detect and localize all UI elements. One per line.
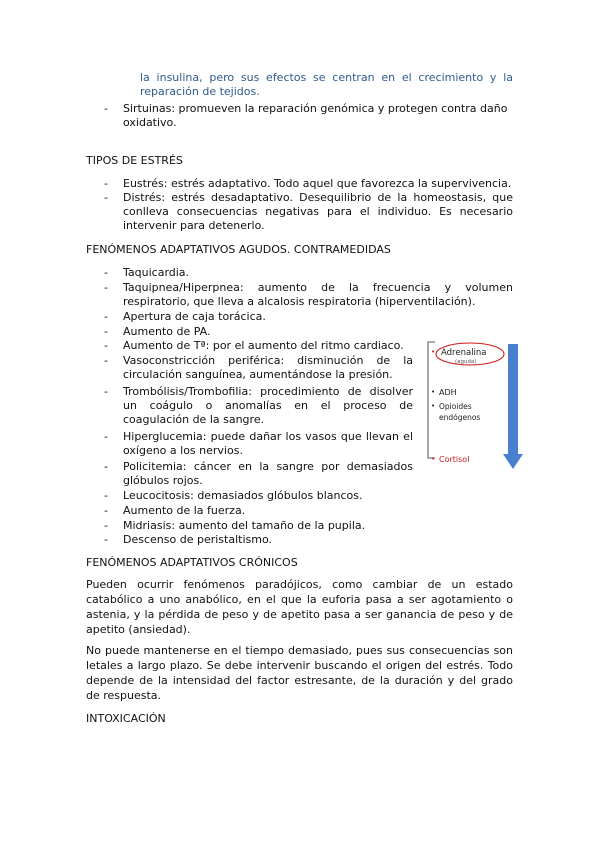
bullet-dash: -: [104, 504, 108, 517]
cortisol-label: Cortisol: [439, 455, 470, 464]
trombolisis-line-2: un coágulo o anomalías en el proceso de: [123, 399, 413, 412]
vasoconstriccion-line-2: circulación sanguínea, aumentándose la presión.: [123, 368, 393, 381]
bullet-dash: -: [104, 519, 108, 532]
eustres-item: Eustrés: estrés adaptativo. Todo aquel que favorezca la supervivencia.: [123, 177, 512, 190]
cronicos-p1-line-1: Pueden ocurrir fenómenos paradójicos, como cambiar de un estado: [86, 578, 513, 591]
hormone-diagram: [425, 338, 535, 473]
pa-item: Aumento de PA.: [123, 325, 211, 338]
bullet-dash: -: [104, 430, 108, 443]
insulina-line-1: la insulina, pero sus efectos se centran en el crecimiento y la: [140, 71, 513, 84]
insulina-line-2: reparación de tejidos.: [140, 85, 260, 98]
bullet-dash: -: [104, 325, 108, 338]
arrow-down-icon: [503, 454, 523, 469]
opioides-label-2: endógenos: [439, 413, 481, 422]
adh-label: ADH: [439, 388, 457, 397]
hiperglucemia-line-2: oxígeno a los nervios.: [123, 444, 243, 457]
midriasis-item: Midriasis: aumento del tamaño de la pupila.: [123, 519, 366, 532]
arrow-shaft: [508, 344, 518, 454]
sirtuinas-line-2: oxidativo.: [123, 116, 177, 129]
bullet-dash: -: [104, 460, 108, 473]
cronicos-p1-line-4: apetito (ansiedad).: [86, 623, 191, 636]
bullet-dash: -: [104, 191, 108, 204]
trombolisis-line-1: Trombólisis/Trombofilia: procedimiento de disolver: [123, 385, 413, 398]
cronicos-p1-line-2: catabólico a uno anabólico, en el que la euforia pasa a ser agotamiento o: [86, 593, 513, 606]
peristaltismo-item: Descenso de peristaltismo.: [123, 533, 272, 546]
bullet-dash: -: [104, 489, 108, 502]
bullet-dash: -: [104, 385, 108, 398]
sirtuinas-line-1: Sirtuinas: promueven la reparación genómica y protegen contra daño: [123, 102, 508, 115]
distres-line-3: intervenir para detenerlo.: [123, 219, 265, 232]
trombolisis-line-3: coagulación de la sangre.: [123, 413, 265, 426]
section-heading-cronicos: FENÓMENOS ADAPTATIVOS CRÓNICOS: [86, 556, 298, 569]
section-heading-agudos: FENÓMENOS ADAPTATIVOS AGUDOS. CONTRAMEDIDAS: [86, 243, 391, 256]
leucocitosis-item: Leucocitosis: demasiados glóbulos blancos.: [123, 489, 363, 502]
apertura-item: Apertura de caja torácica.: [123, 310, 266, 323]
cronicos-p2-line-4: de respuesta.: [86, 689, 162, 702]
distres-line-1: Distrés: estrés desadaptativo. Desequilibrio de la homeostasis, que: [123, 191, 513, 204]
bullet-dash: -: [104, 533, 108, 546]
bullet-dash: -: [104, 266, 108, 279]
diagram-bullet-red: •: [431, 455, 436, 463]
cronicos-p2-line-3: depende de la intensidad del factor estresante, de la duración y del grado: [86, 674, 513, 687]
diagram-bracket: [428, 342, 435, 458]
taquipnea-line-1: Taquipnea/Hiperpnea: aumento de la frecuencia y volumen: [123, 281, 513, 294]
temperatura-item: Aumento de Tª: por el aumento del ritmo cardiaco.: [123, 339, 404, 352]
taquipnea-line-2: respiratorio, que lleva a alcalosis respiratoria (hiperventilación).: [123, 295, 476, 308]
bullet-dash: -: [104, 310, 108, 323]
diagram-bullet-red: •: [431, 348, 436, 356]
bullet-dash: -: [104, 354, 108, 367]
cronicos-p1-line-3: astenia, y la pérdida de peso y de apetito pasa a ser ganancia de peso y de: [86, 608, 513, 621]
cronicos-p2-line-1: No puede mantenerse en el tiempo demasiado, pues sus consecuencias son: [86, 644, 513, 657]
adrenalina-label: Adrenalina: [441, 348, 487, 358]
cronicos-p2-line-2: letales a largo plazo. Se debe intervenir buscando el origen del estrés. Todo: [86, 659, 513, 672]
bullet-dash: -: [104, 102, 108, 115]
diagram-bullet: •: [431, 388, 436, 396]
section-heading-intoxicacion: INTOXICACIÓN: [86, 712, 166, 725]
opioides-label-1: Opioides: [439, 402, 472, 411]
policitemia-line-2: glóbulos rojos.: [123, 474, 203, 487]
adrenalina-sublabel: (aguda): [455, 359, 477, 365]
hiperglucemia-line-1: Hiperglucemia: puede dañar los vasos que llevan el: [123, 430, 413, 443]
bullet-dash: -: [104, 177, 108, 190]
section-heading-tipos: TIPOS DE ESTRÉS: [86, 154, 183, 167]
bullet-dash: -: [104, 281, 108, 294]
bullet-dash: -: [104, 339, 108, 352]
distres-line-2: conlleva consecuencias negativas para el individuo. Es necesario: [123, 205, 513, 218]
policitemia-line-1: Policitemia: cáncer en la sangre por demasiados: [123, 460, 413, 473]
diagram-bullet: •: [431, 402, 436, 410]
taquicardia-item: Taquicardia.: [123, 266, 190, 279]
fuerza-item: Aumento de la fuerza.: [123, 504, 246, 517]
vasoconstriccion-line-1: Vasoconstricción periférica: disminución de la: [123, 354, 413, 367]
